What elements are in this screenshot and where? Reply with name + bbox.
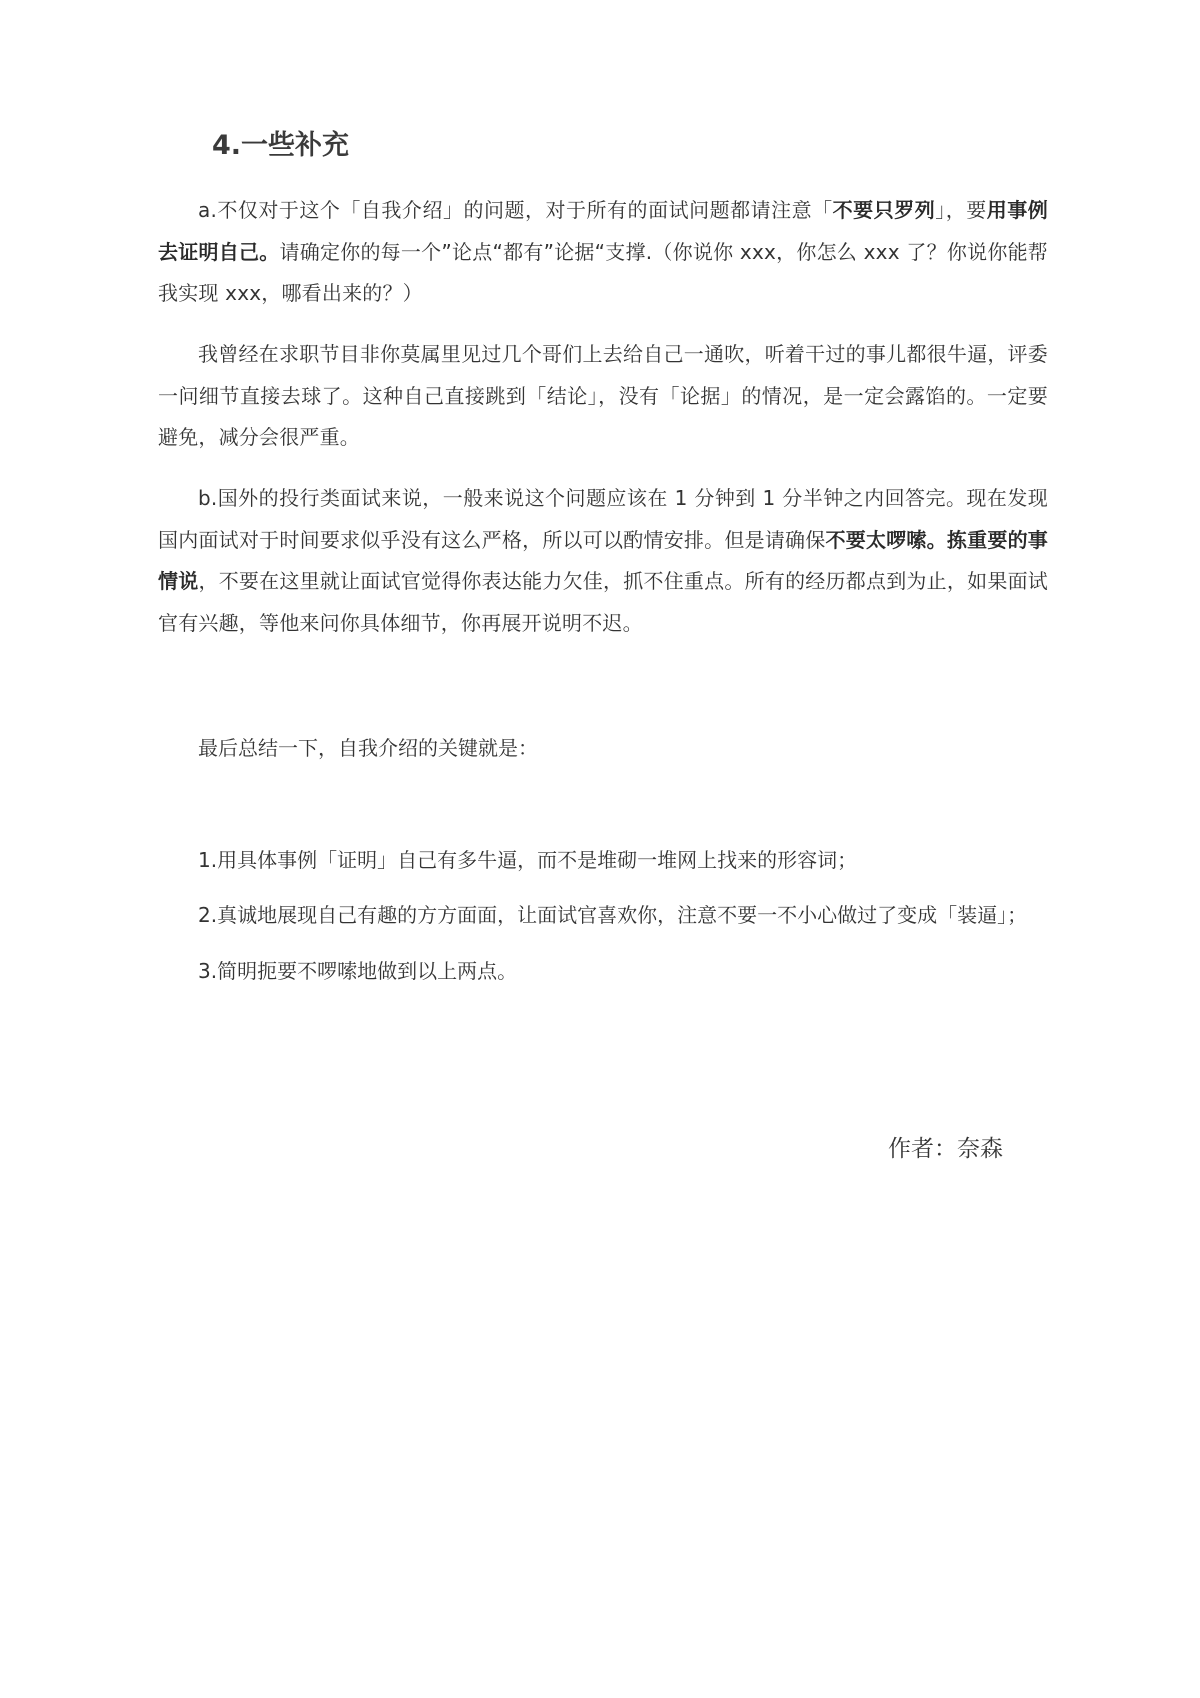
paragraph-b-bold-1: 不要太啰嗦。拣重要的事情说 [158, 527, 1048, 593]
summary-point-2: 2.真诚地展现自己有趣的方方面面，让面试官喜欢你，注意不要一不小心做过了变成「装逼」； [198, 903, 1028, 927]
paragraph-a-bold-1: 不要只罗列 [832, 198, 936, 222]
paragraph-b-text-1: b.国外的投行类面试来说，一般来说这个问题应该在 1 分钟到 1 分半钟之内回答完。现在发现国内面试对于时间要求似乎没有这么严格，所以可以酌情安排。但是请确保 [158, 486, 1048, 552]
summary-point-3: 3.简明扼要不啰嗦地做到以上两点。 [198, 959, 518, 983]
paragraph-a-text-3: 请确定你的每一个”论点“都有”论据“支撑.（你说你 xxx，你怎么 xxx 了？你说你能帮我实现 xxx，哪看出来的？） [158, 239, 1049, 305]
paragraph-b [158, 478, 1048, 644]
paragraph-a [158, 190, 1048, 315]
paragraph-a-bold-2: 用事例去证明自己。 [158, 198, 1049, 264]
paragraph-anecdote: 我曾经在求职节目非你莫属里见过几个哥们上去给自己一通吹，听着干过的事儿都很牛逼，评委一问细节直接去球了。这种自己直接跳到「结论」，没有「论据」的情况，是一定会露馅的。一定要避免，减分会很严重。 [158, 342, 1048, 449]
paragraph-a-text-2: 」，要 [935, 198, 987, 222]
summary-intro: 最后总结一下，自我介绍的关键就是： [198, 736, 538, 760]
paragraph-a-text-1: a.不仅对于这个「自我介绍」的问题，对于所有的面试问题都请注意「 [198, 198, 833, 222]
section-heading: 4.一些补充 [212, 130, 350, 161]
author-signature: 作者：奈森 [888, 1136, 1003, 1162]
paragraph-b-text-2: ，不要在这里就让面试官觉得你表达能力欠佳，抓不住重点。所有的经历都点到为止，如果面试官有兴趣，等他来问你具体细节，你再展开说明不迟。 [158, 569, 1049, 635]
summary-point-1: 1.用具体事例「证明」自己有多牛逼，而不是堆砌一堆网上找来的形容词； [198, 848, 858, 872]
